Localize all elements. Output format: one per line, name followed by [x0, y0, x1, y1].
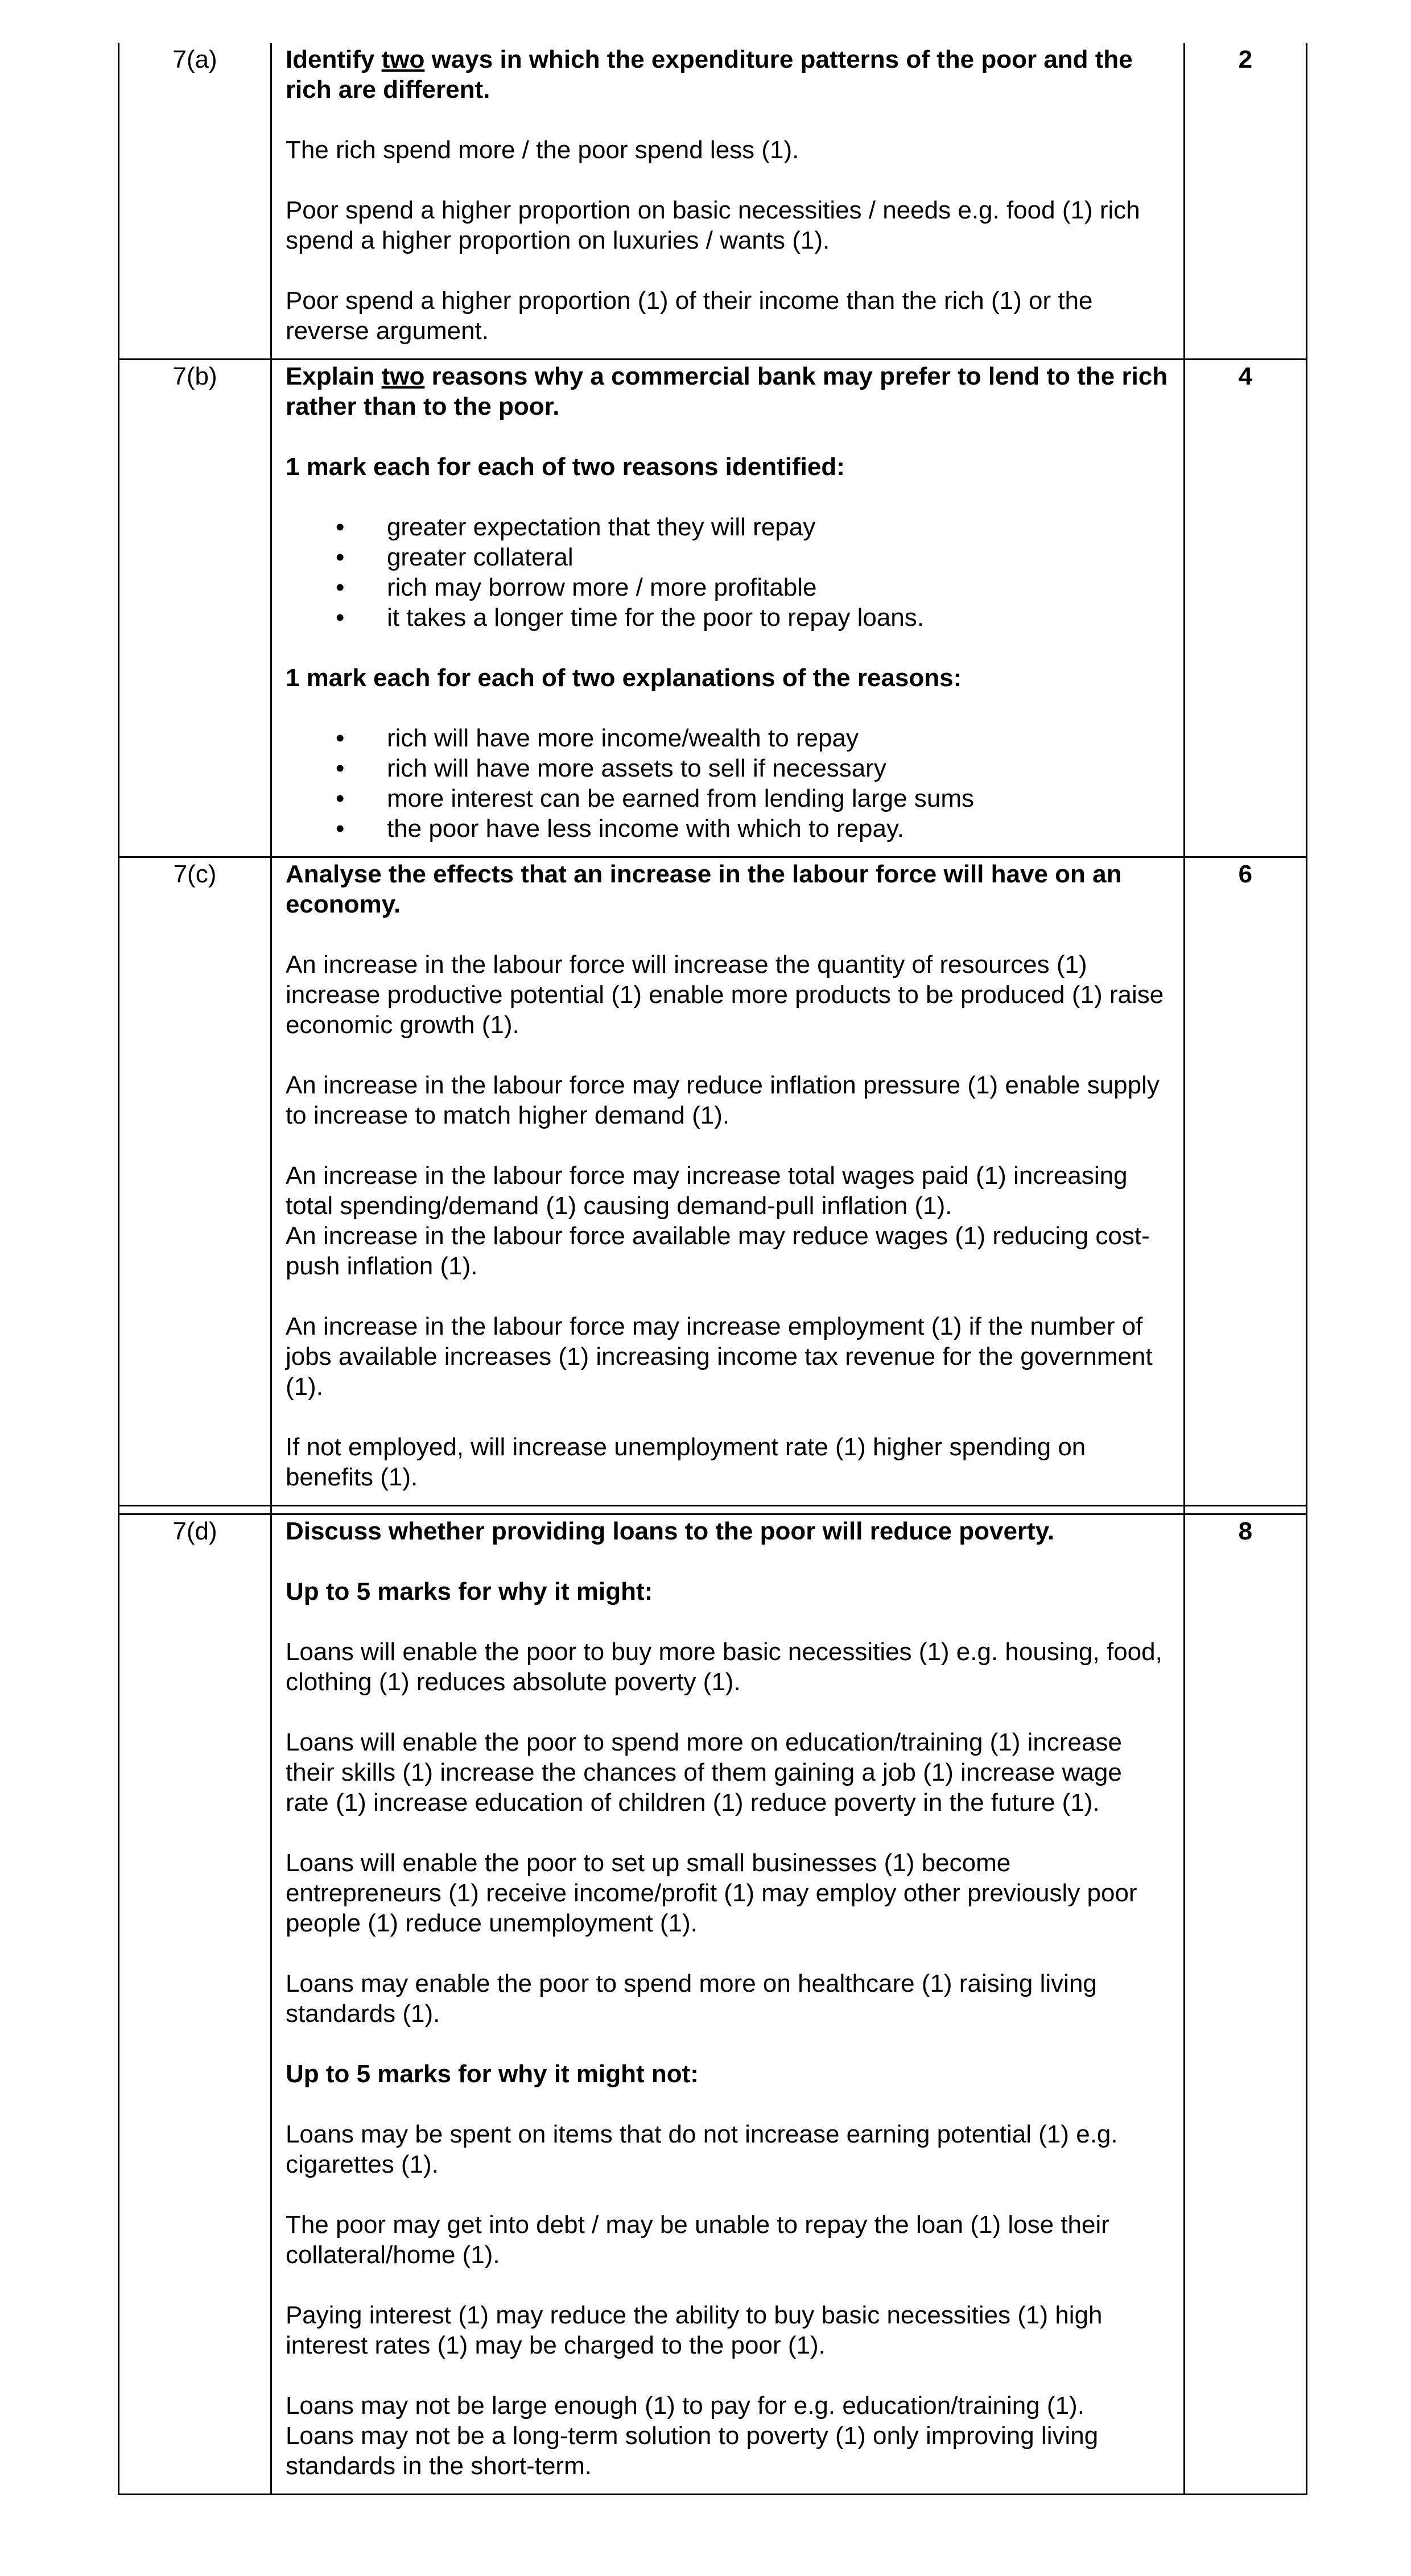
answer-point: An increase in the labour force may increase total wages paid (1) increasing total spending/demand (1) causing demand-pull inflation (1). [285, 1162, 1128, 1220]
question-row-7b [119, 360, 1307, 857]
question-text: Discuss whether providing loans to the poor will reduce poverty. [285, 1517, 1055, 1545]
answer-point: Poor spend a higher proportion on basic necessities / needs e.g. food (1) rich spend a higher proportion on luxuries / wants (1). [285, 196, 1140, 254]
marks-value: 8 [1184, 1514, 1306, 2495]
bullet-icon: • [335, 785, 345, 812]
bullet-icon: • [335, 754, 345, 782]
answer-point: Loans may not be a long-term solution to poverty (1) only improving living standards in the short-term. [285, 2422, 1099, 2480]
question-number: 7(d) [119, 1514, 271, 2495]
bullet-icon: • [335, 815, 345, 843]
emphasis-two: two [381, 46, 425, 73]
question-number: 7(c) [119, 857, 271, 1506]
divider-cell [119, 1506, 271, 1514]
question-row-7a [119, 43, 1307, 360]
page-break-divider [119, 1506, 1307, 1514]
answer-point: An increase in the labour force will increase the quantity of resources (1) increase productive potential (1) enable more products to be produced (1) raise economic growth (1). [285, 951, 1164, 1039]
list-item: • it takes a longer time for the poor to repay loans. [335, 604, 925, 631]
answer-point: Paying interest (1) may reduce the ability to buy basic necessities (1) high interest rates (1) may be charged to the poor (1). [285, 2301, 1103, 2359]
answer-cell [271, 857, 1184, 1506]
divider-cell [271, 1506, 1184, 1514]
answer-point: Poor spend a higher proportion (1) of their income than the rich (1) or the reverse argument. [285, 287, 1093, 345]
answer-point: Loans will enable the poor to set up small businesses (1) become entrepreneurs (1) receive income/profit (1) may employ other previously poor people (1) reduce unemployment (1). [285, 1849, 1137, 1937]
answer-cell [271, 43, 1184, 360]
list-item: • more interest can be earned from lending large sums [335, 785, 975, 812]
question-text: Analyse the effects that an increase in the labour force will have on an economy. [285, 860, 1122, 918]
bullet-icon: • [335, 573, 345, 601]
marks-value: 6 [1184, 857, 1306, 1506]
answer-cell [271, 360, 1184, 857]
might-not-heading: Up to 5 marks for why it might not: [285, 2060, 699, 2088]
marks-value: 2 [1184, 43, 1306, 360]
question-row-7c [119, 857, 1307, 1506]
bullet-icon: • [335, 724, 345, 752]
reasons-list [286, 512, 1172, 633]
bullet-icon: • [335, 513, 345, 541]
answer-cell [271, 1514, 1184, 2495]
answer-point: Loans may be spent on items that do not increase earning potential (1) e.g. cigarettes (1). [285, 2120, 1118, 2178]
divider-cell [1184, 1506, 1306, 1514]
bullet-icon: • [335, 604, 345, 631]
mark-scheme-table [118, 43, 1307, 2495]
list-item: • rich will have more income/wealth to repay [335, 724, 859, 752]
answer-point: Loans will enable the poor to buy more basic necessities (1) e.g. housing, food, clothing (1) reduces absolute poverty (1). [285, 1638, 1162, 1696]
list-item: • rich may borrow more / more profitable [335, 573, 817, 601]
answer-point: If not employed, will increase unemployment rate (1) higher spending on benefits (1). [285, 1433, 1086, 1491]
marks-value: 4 [1184, 360, 1306, 857]
question-number: 7(b) [119, 360, 271, 857]
explanations-heading: 1 mark each for each of two explanations of the reasons: [285, 664, 962, 692]
might-heading: Up to 5 marks for why it might: [285, 1578, 653, 1605]
answer-point: Loans may enable the poor to spend more on healthcare (1) raising living standards (1). [285, 1970, 1097, 2028]
mark-scheme-page [118, 43, 1307, 2495]
question-row-7d [119, 1514, 1307, 2495]
answer-point: Loans will enable the poor to spend more on education/training (1) increase their skills (1) increase the chances of them gaining a job (1) increase wage rate (1) increase education of children (1) reduce poverty in the future (1). [285, 1728, 1122, 1817]
list-item: • greater expectation that they will repay [335, 513, 816, 541]
list-item: • the poor have less income with which to repay. [335, 815, 904, 843]
question-text: Explain two reasons why a commercial bank may prefer to lend to the rich rather than to the poor. [285, 362, 1168, 420]
answer-point: Loans may not be large enough (1) to pay for e.g. education/training (1). [285, 2392, 1084, 2420]
answer-point: An increase in the labour force may increase employment (1) if the number of jobs available increases (1) increasing income tax revenue for the government (1). [285, 1312, 1153, 1401]
answer-point: An increase in the labour force available may reduce wages (1) reducing cost-push inflation (1). [285, 1222, 1150, 1280]
list-item: • rich will have more assets to sell if necessary [335, 754, 886, 782]
answer-point: An increase in the labour force may reduce inflation pressure (1) enable supply to increase to match higher demand (1). [285, 1071, 1160, 1129]
question-text: Identify two ways in which the expenditure patterns of the poor and the rich are different. [285, 46, 1133, 104]
bullet-icon: • [335, 543, 345, 571]
question-number: 7(a) [119, 43, 271, 360]
emphasis-two: two [381, 362, 425, 390]
explanations-list [286, 723, 1172, 844]
answer-point: The poor may get into debt / may be unable to repay the loan (1) lose their collateral/home (1). [285, 2211, 1109, 2269]
answer-point: The rich spend more / the poor spend less (1). [285, 136, 799, 164]
list-item: • greater collateral [335, 543, 574, 571]
reasons-heading: 1 mark each for each of two reasons identified: [285, 453, 845, 481]
